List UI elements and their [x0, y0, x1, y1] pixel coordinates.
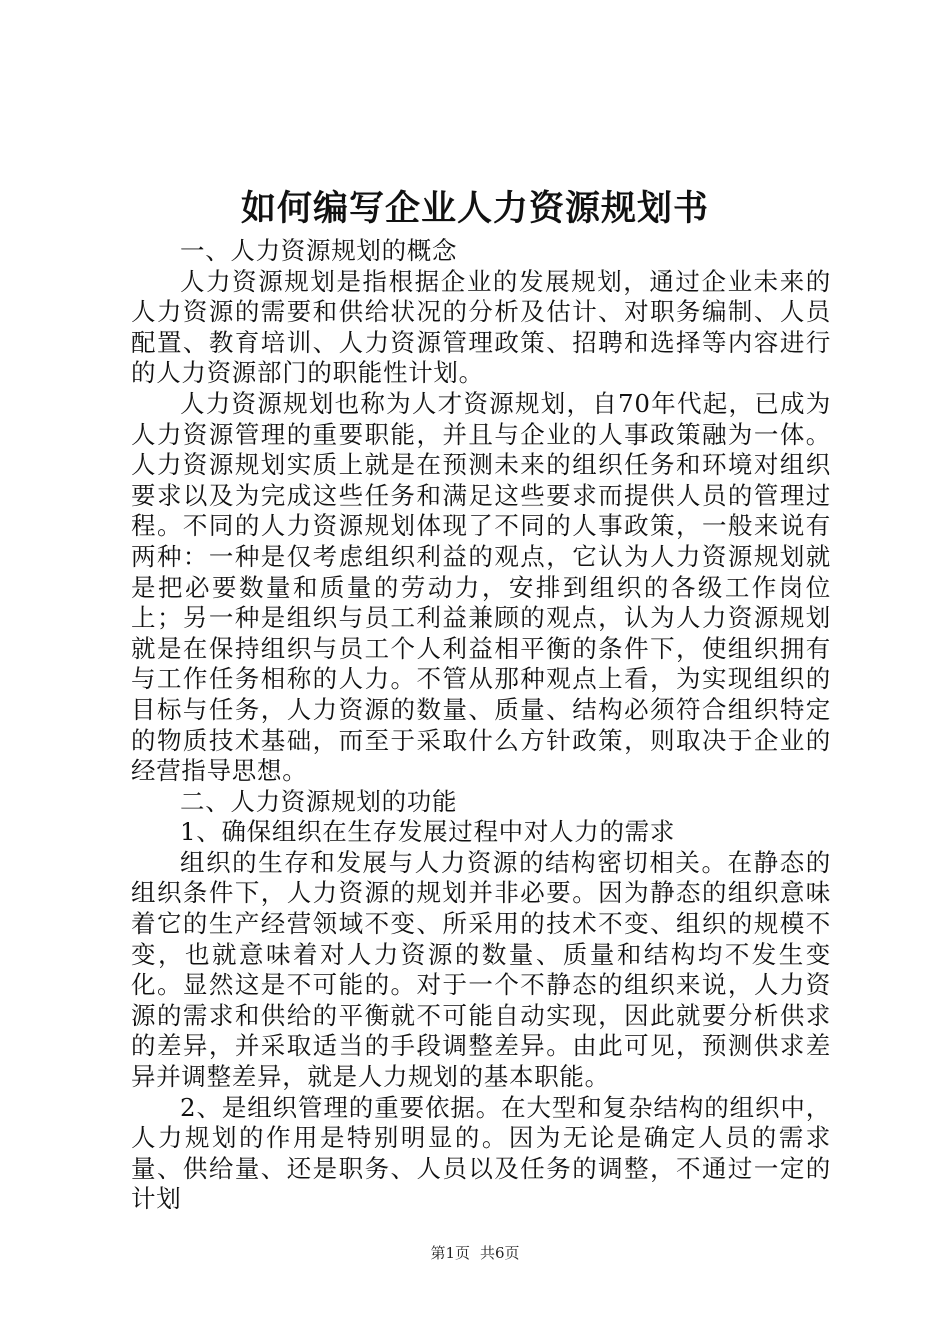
body-paragraph: 人力资源规划是指根据企业的发展规划，通过企业未来的人力资源的需要和供给状况的分析及估计、对职务编制、人员配置、教育培训、人力资源管理政策、招聘和选择等内容进行的人力资源部门的职能性计划。 — [131, 266, 831, 388]
page-number: 第1页 — [430, 1244, 470, 1262]
subsection-heading-1: 1、确保组织在生存发展过程中对人力的需求 — [180, 817, 676, 847]
section-heading-1: 一、人力资源规划的概念 — [180, 236, 458, 265]
body-paragraph: 组织的生存和发展与人力资源的结构密切相关。在静态的组织条件下，人力资源的规划并非必要。因为静态的组织意味着它的生产经营领域不变、所采用的技术不变、组织的规模不变，也就意味着对人力资源的数量、质量和结构均不发生变化。显然这是不可能的。对于一个不静态的组织来说，人力资源的需求和供给的平衡就不可能自动实现，因此就要分析供求的差异，并采取适当的手段调整差异。由此可见，预测供求差异并调整差异，就是人力规划的基本职能。 — [131, 847, 831, 1092]
page-footer — [0, 1243, 950, 1263]
document-body — [131, 236, 831, 1215]
document-title: 如何编写企业人力资源规划书 — [240, 188, 709, 229]
section-heading-2: 二、人力资源规划的功能 — [180, 786, 458, 816]
page-total: 共6页 — [480, 1244, 520, 1262]
body-paragraph: 2、是组织管理的重要依据。在大型和复杂结构的组织中，人力规划的作用是特别明显的。因为无论是确定人员的需求量、供给量、还是职务、人员以及任务的调整，不通过一定的计划 — [131, 1092, 831, 1214]
body-paragraph: 人力资源规划也称为人才资源规划，自70年代起，已成为人力资源管理的重要职能，并且与企业的人事政策融为一体。人力资源规划实质上就是在预测未来的组织任务和环境对组织要求以及为完成这些任务和满足这些要求而提供人员的管理过程。不同的人力资源规划体现了不同的人事政策，一般来说有两种：一种是仅考虑组织利益的观点，它认为人力资源规划就是把必要数量和质量的劳动力，安排到组织的各级工作岗位上；另一种是组织与员工利益兼顾的观点，认为人力资源规划就是在保持组织与员工个人利益相平衡的条件下，使组织拥有与工作任务相称的人力。不管从那种观点上看，为实现组织的目标与任务，人力资源的数量、质量、结构必须符合组织特定的物质技术基础，而至于采取什么方针政策，则取决于企业的经营指导思想。 — [131, 388, 831, 786]
